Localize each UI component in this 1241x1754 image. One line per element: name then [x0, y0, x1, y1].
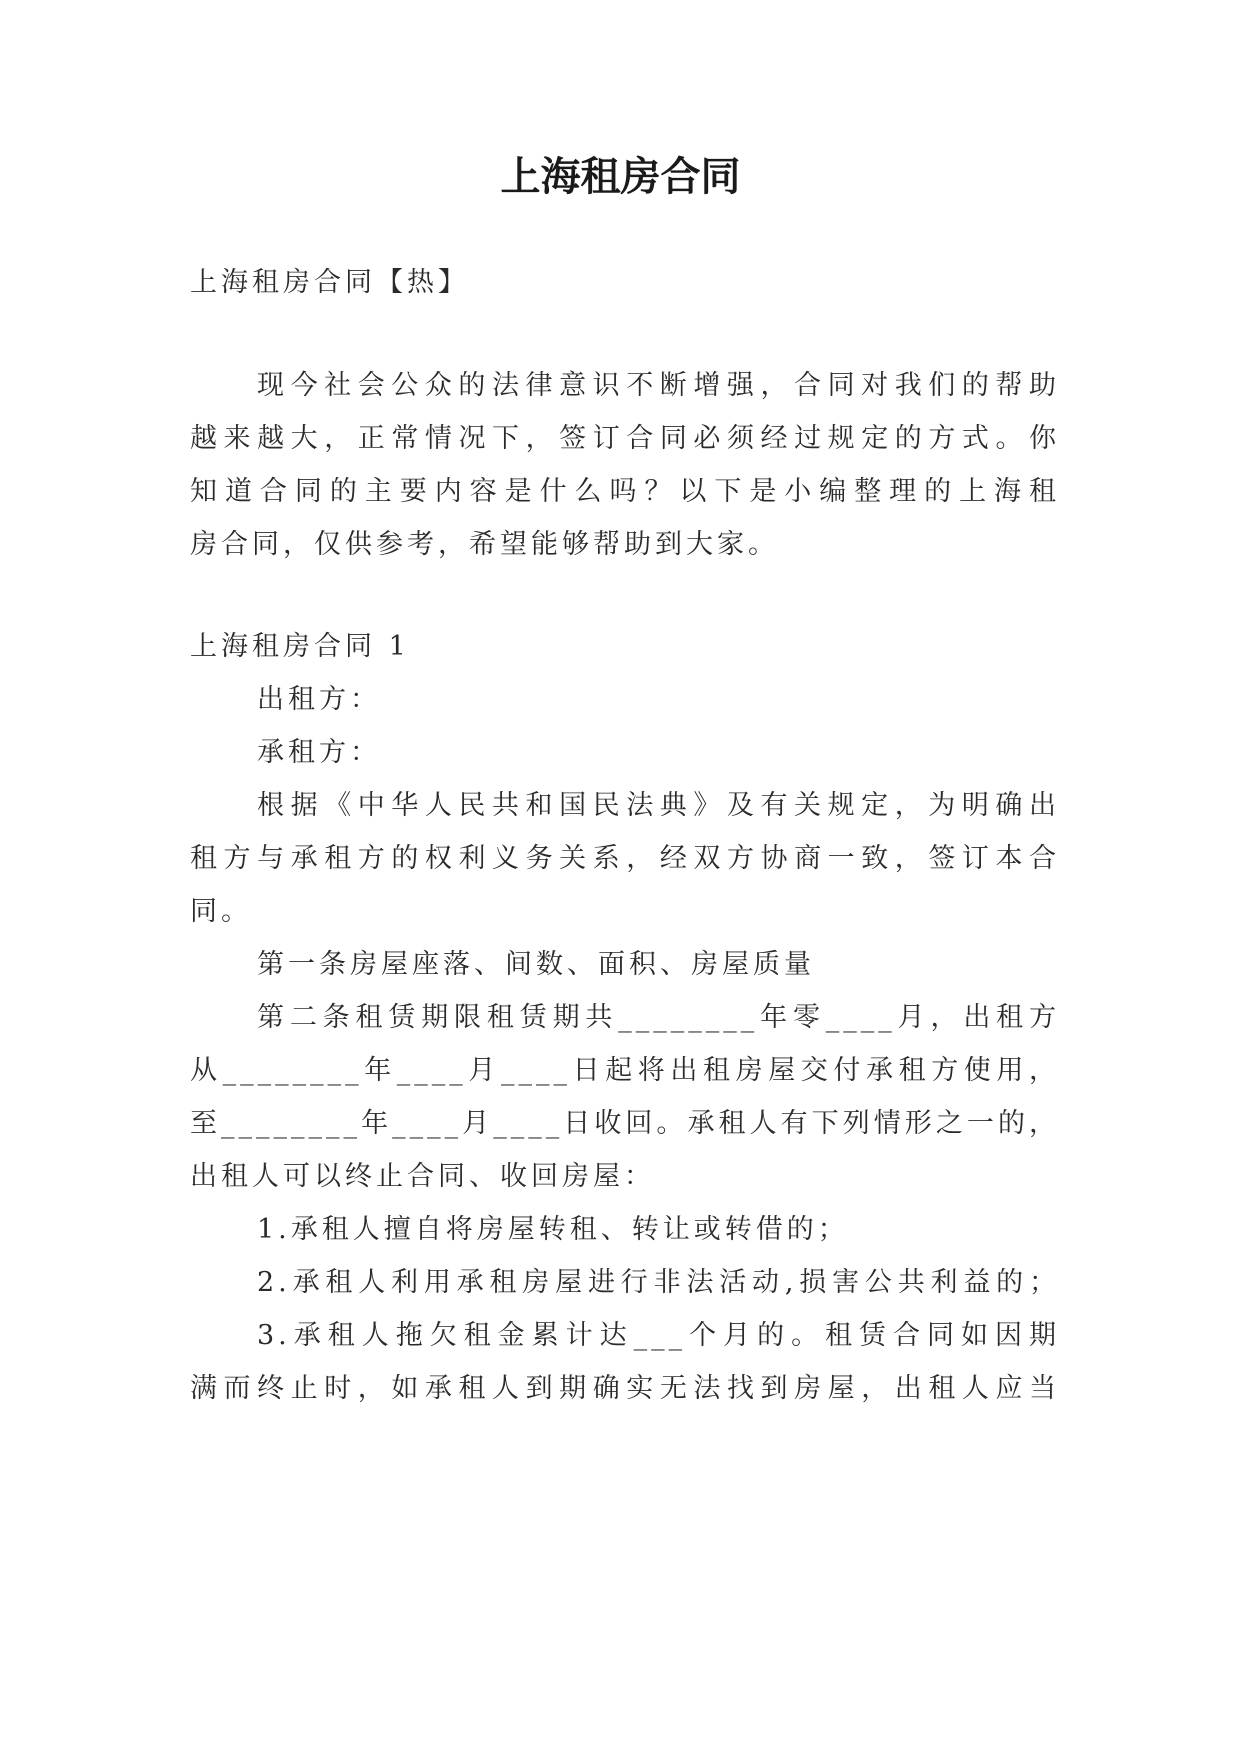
article-1: 第一条房屋座落、间数、面积、房屋质量	[257, 949, 815, 980]
intro-line: 越来越大，正常情况下，签订合同必须经过规定的方式。你	[190, 423, 1060, 454]
article-2-line: 至________年____月____日收回。承租人有下列情形之一的，	[190, 1108, 1060, 1139]
document-subtitle: 上海租房合同【热】	[190, 267, 469, 298]
lessee-label: 承租方：	[257, 737, 381, 768]
lessor-label: 出租方：	[257, 684, 381, 715]
intro-line: 房合同，仅供参考，希望能够帮助到大家。	[190, 529, 779, 560]
article-2-line: 出租人可以终止合同、收回房屋：	[190, 1161, 655, 1192]
basis-line: 同。	[190, 896, 252, 927]
list-item: 2.承租人利用承租房屋进行非法活动,损害公共利益的；	[257, 1267, 1060, 1298]
list-item: 1.承租人擅自将房屋转租、转让或转借的；	[257, 1214, 849, 1245]
article-2-line: 第二条租赁期限租赁期共________年零____月，出租方	[257, 1002, 1060, 1033]
basis-line: 租方与承租方的权利义务关系，经双方协商一致，签订本合	[190, 843, 1060, 874]
article-2-line: 从________年____月____日起将出租房屋交付承租方使用，	[190, 1055, 1060, 1086]
section-heading: 上海租房合同 1	[190, 631, 410, 662]
basis-line: 根据《中华人民共和国民法典》及有关规定，为明确出	[257, 790, 1060, 821]
list-item: 满而终止时，如承租人到期确实无法找到房屋，出租人应当	[190, 1373, 1060, 1404]
intro-line: 知道合同的主要内容是什么吗？以下是小编整理的上海租	[190, 476, 1060, 507]
document-title: 上海租房合同	[500, 153, 741, 200]
list-item: 3.承租人拖欠租金累计达___个月的。租赁合同如因期	[257, 1320, 1060, 1351]
intro-line: 现今社会公众的法律意识不断增强，合同对我们的帮助	[257, 370, 1060, 401]
